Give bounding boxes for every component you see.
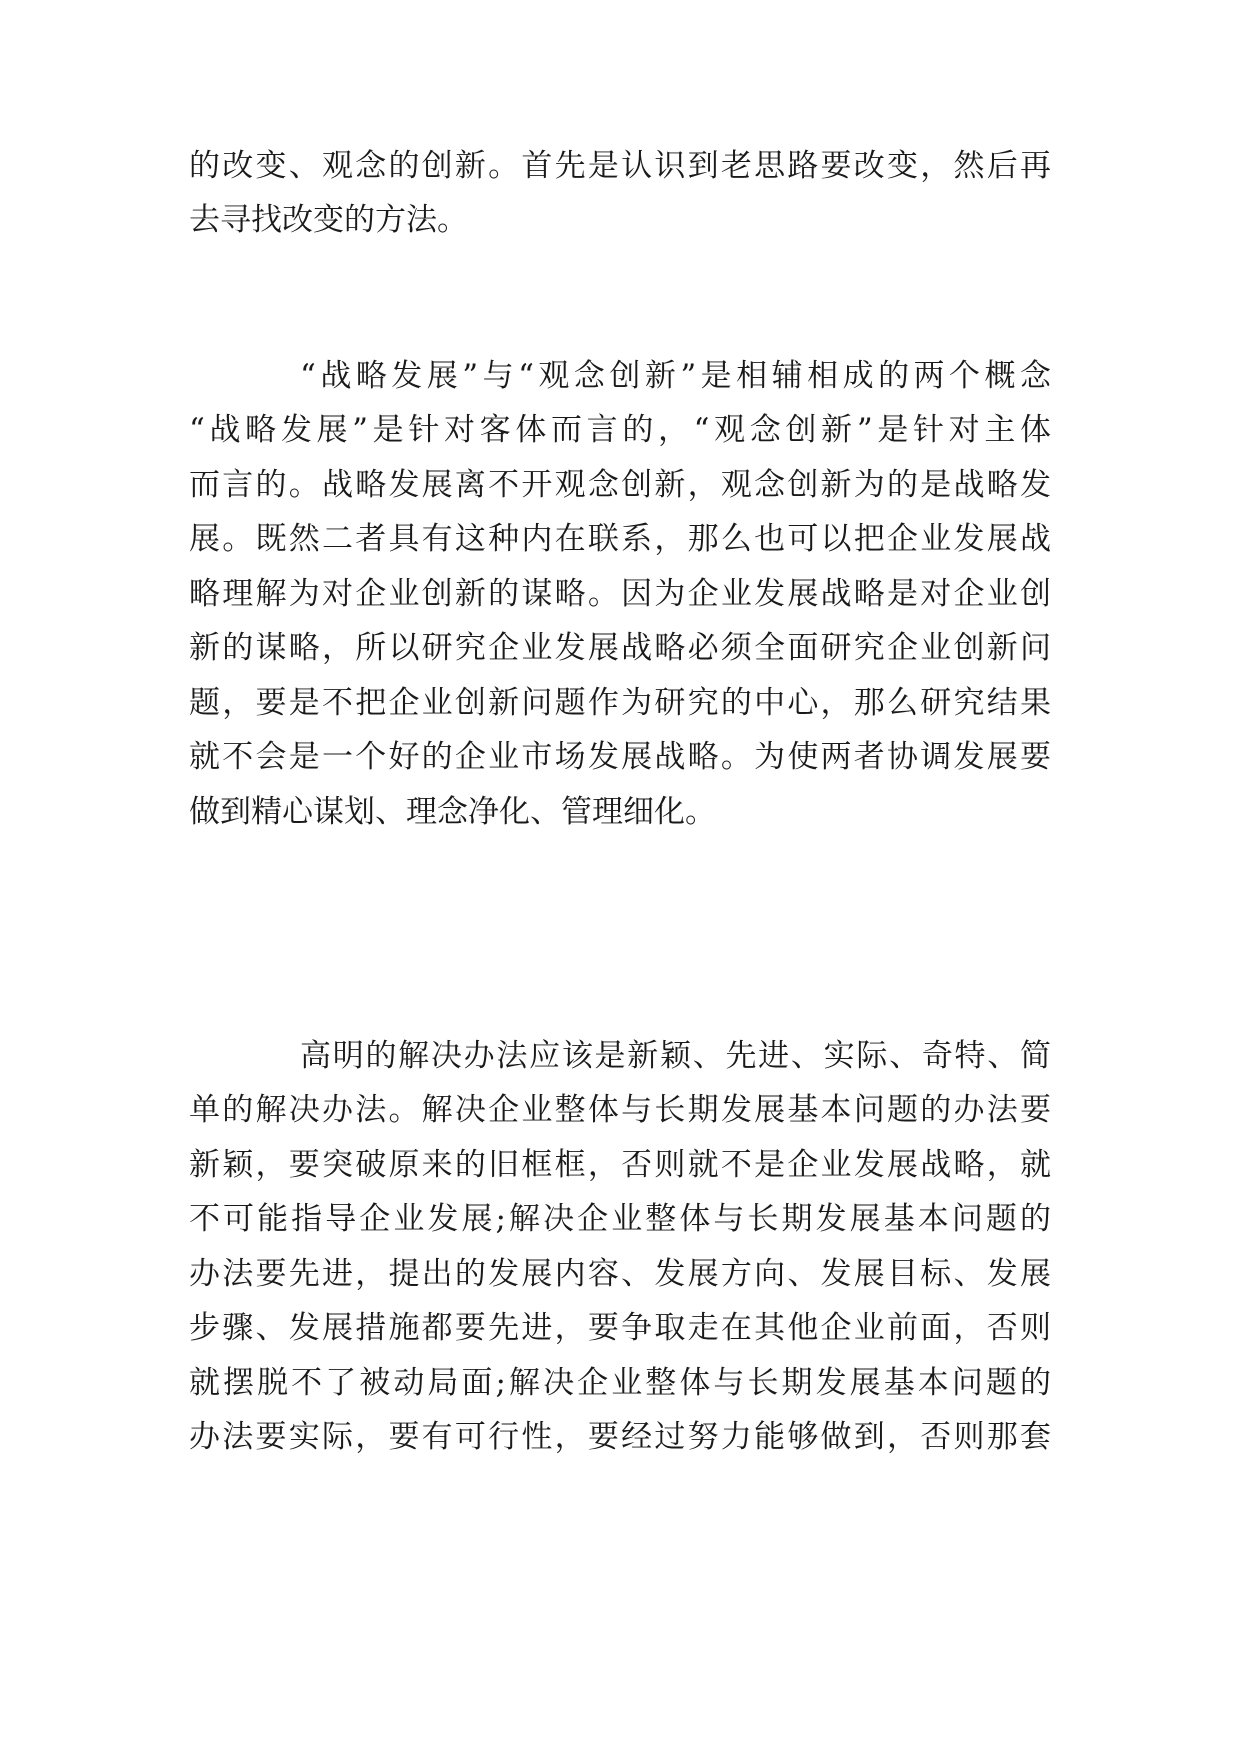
paragraph-3-line-3: 新颖，要突破原来的旧框框，否则就不是企业发展战略，就 — [189, 1147, 1051, 1183]
paragraph-3-line-4: 不可能指导企业发展;解决企业整体与长期发展基本问题的 — [189, 1201, 1051, 1237]
paragraph-2-line-6: 新的谋略，所以研究企业发展战略必须全面研究企业创新问 — [189, 630, 1051, 666]
paragraph-2-line-8: 就不会是一个好的企业市场发展战略。为使两者协调发展要 — [189, 739, 1051, 775]
paragraph-3-line-6: 步骤、发展措施都要先进，要争取走在其他企业前面，否则 — [189, 1310, 1051, 1346]
paragraph-2-line-5: 略理解为对企业创新的谋略。因为企业发展战略是对企业创 — [189, 576, 1051, 612]
paragraph-2-line-1: “战略发展”与“观念创新”是相辅相成的两个概念 — [300, 358, 1051, 394]
paragraph-3-line-8: 办法要实际，要有可行性，要经过努力能够做到，否则那套 — [189, 1419, 1051, 1455]
paragraph-2-line-2: “战略发展”是针对客体而言的，“观念创新”是针对主体 — [189, 412, 1051, 448]
paragraph-3-line-5: 办法要先进，提出的发展内容、发展方向、发展目标、发展 — [189, 1256, 1051, 1292]
paragraph-2-line-9: 做到精心谋划、理念净化、管理细化。 — [189, 794, 716, 830]
paragraph-2-line-7: 题，要是不把企业创新问题作为研究的中心，那么研究结果 — [189, 685, 1051, 721]
paragraph-2-line-3: 而言的。战略发展离不开观念创新，观念创新为的是战略发 — [189, 467, 1051, 503]
paragraph-1-line-2: 去寻找改变的方法。 — [189, 202, 468, 238]
paragraph-2-line-4: 展。既然二者具有这种内在联系，那么也可以把企业发展战 — [189, 521, 1051, 557]
paragraph-1-line-1: 的改变、观念的创新。首先是认识到老思路要改变，然后再 — [189, 148, 1051, 184]
paragraph-3-line-7: 就摆脱不了被动局面;解决企业整体与长期发展基本问题的 — [189, 1365, 1051, 1401]
paragraph-3-line-1: 高明的解决办法应该是新颖、先进、实际、奇特、简 — [300, 1038, 1051, 1074]
paragraph-3-line-2: 单的解决办法。解决企业整体与长期发展基本问题的办法要 — [189, 1092, 1051, 1128]
